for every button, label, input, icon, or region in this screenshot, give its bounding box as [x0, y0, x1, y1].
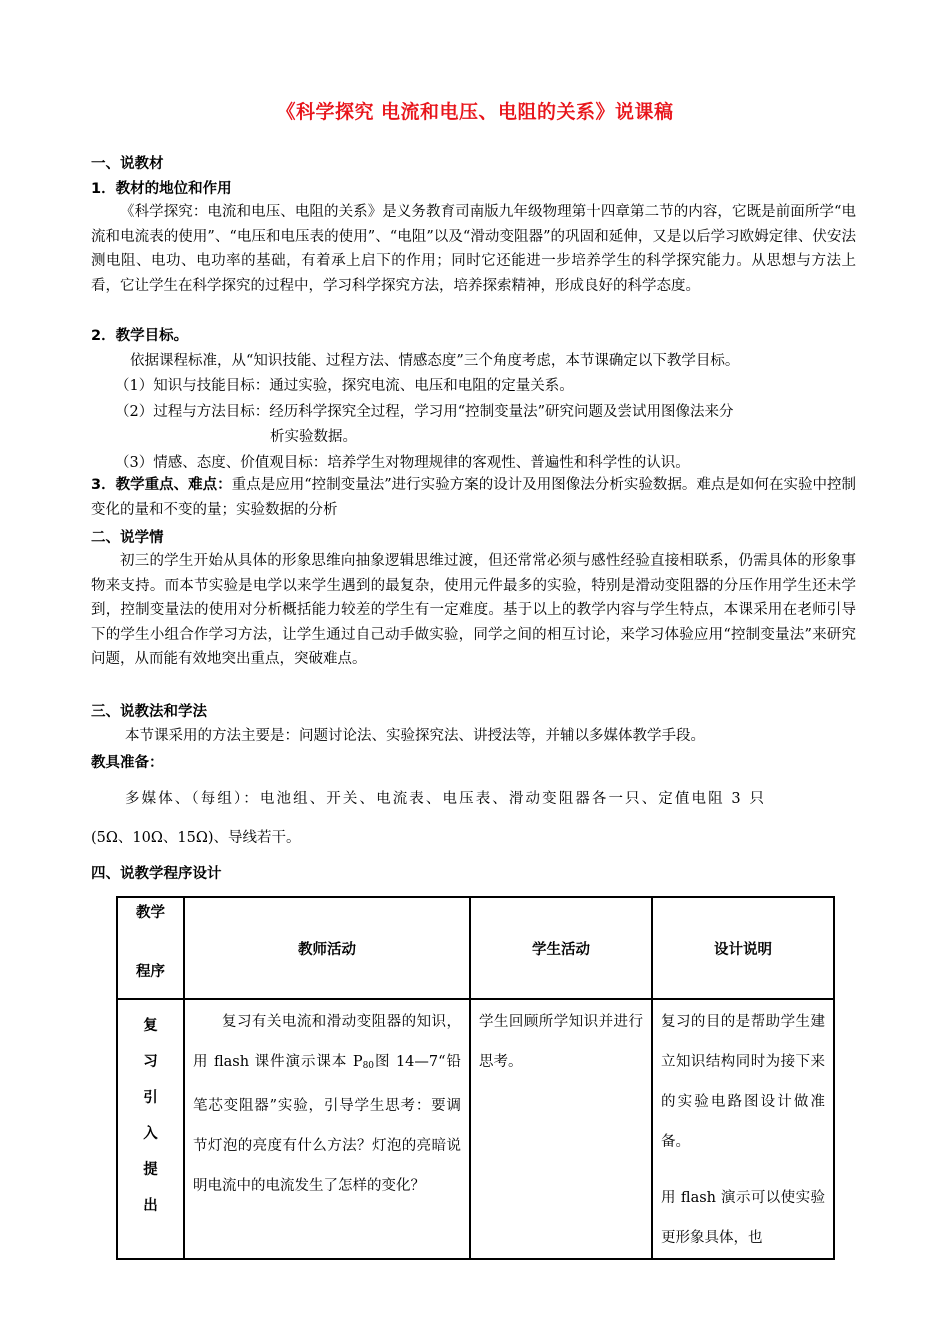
equipment-line-2: (5Ω、10Ω、15Ω)、导线若干。: [91, 830, 301, 846]
section-1-heading: 一、说教材: [91, 156, 164, 172]
header-teacher: [184, 897, 470, 999]
goal-2-line-1: （2）过程与方法目标：经历科学探究全过程，学习用“控制变量法”研究问题及尝试用图像法来分: [115, 404, 734, 420]
section-1-1-paragraph: 《科学探究：电流和电压、电阻的关系》是义务教育司南版九年级物理第十四章第二节的内容，它既是前面所学“电流和电流表的使用”、“电压和电压表的使用”、“电阻”以及“滑动变阻器”的巩固和延伸，又是以后学习欧姆定律、伏安法测电阻、电功、电功率的基础，有着承上启下的作用；同时它还能进一步培养学生的科学探究能力。从思想与方法上看，它让学生在科学探究的过程中，学习科学探究方法，培养探索精神，形成良好的科学态度。: [91, 204, 856, 294]
table-header-row: [117, 897, 834, 999]
header-student: [470, 897, 652, 999]
design-notes-cell: [652, 999, 834, 1259]
equipment-line-1: 多媒体、（每组）：电池组、开关、电流表、电压表、滑动变阻器各一只、定值电阻 3 只: [125, 791, 767, 807]
page-number-subscript: 80: [362, 1061, 375, 1071]
stage-char: 引: [143, 1090, 158, 1106]
stage-char: 提: [143, 1162, 158, 1178]
table-row: [117, 999, 834, 1259]
equipment-heading: 教具准备：: [91, 755, 164, 771]
stage-char: 入: [143, 1126, 158, 1142]
header-stage-bottom: 程序: [136, 964, 165, 980]
header-stage: [117, 897, 184, 999]
goal-1: （1）知识与技能目标：通过实验，探究电流、电压和电阻的定量关系。: [115, 378, 574, 394]
stage-char: 复: [143, 1018, 158, 1034]
teacher-activity-cell: [184, 999, 470, 1259]
header-stage-top: 教学: [136, 905, 165, 921]
teacher-activity-text-1: 复习有关电流和滑动变阻器的知识，用 flash 课件演示课本 P: [193, 1014, 461, 1070]
design-notes-text-2: 用 flash 演示可以使实验更形象具体，也: [661, 1190, 825, 1246]
section-3-heading: 三、说教法和学法: [91, 704, 207, 720]
teaching-procedure-table: [116, 896, 835, 1260]
goal-3: （3）情感、态度、价值观目标：培养学生对物理规律的客观性、普遍性和科学性的认识。: [115, 455, 690, 471]
header-design-label: 设计说明: [714, 941, 772, 958]
stage-char: 习: [143, 1054, 158, 1070]
document-title: 《科学探究 电流和电压、电阻的关系》说课稿: [276, 101, 674, 123]
teacher-activity-text-2: 图 14—7“铅笔芯变阻器”实验，引导学生思考：要调节灯泡的亮度有什么方法？灯泡的亮暗说明电流中的电流发生了怎样的变化？: [193, 1054, 461, 1194]
header-student-label: 学生活动: [532, 941, 590, 958]
section-1-2-heading: 2．教学目标。: [91, 328, 189, 344]
section-1-3-paragraph: [91, 473, 856, 522]
section-3-paragraph: 本节课采用的方法主要是：问题讨论法、实验探究法、讲授法等，并辅以多媒体教学手段。: [125, 728, 705, 744]
section-4-heading: 四、说教学程序设计: [91, 866, 222, 882]
student-activity-cell: [470, 999, 652, 1259]
student-activity-text: 学生回顾所学知识并进行思考。: [479, 1014, 643, 1070]
header-design: [652, 897, 834, 999]
section-1-1-heading: 1．教材的地位和作用: [91, 181, 232, 197]
design-notes-text-1: 复习的目的是帮助学生建立知识结构同时为接下来的实验电路图设计做准备。: [661, 1014, 825, 1150]
section-1-3-heading: 3．教学重点、难点：: [91, 477, 232, 493]
stage-char: 出: [143, 1198, 158, 1214]
section-2-paragraph: 初三的学生开始从具体的形象思维向抽象逻辑思维过渡，但还常常必须与感性经验直接相联系，仍需具体的形象事物来支持。而本节实验是电学以来学生遇到的最复杂，使用元件最多的实验，特别是滑动变阻器的分压作用学生还未学到，控制变量法的使用对分析概括能力较差的学生有一定难度。基于以上的教学内容与学生特点，本课采用在老师引导下的学生小组合作学习方法，让学生通过自己动手做实验，同学之间的相互讨论，来学习体验应用“控制变量法”来研究问题，从而能有效地突出重点，突破难点。: [91, 553, 856, 667]
header-teacher-label: 教师活动: [298, 941, 356, 958]
goals-intro: 依据课程标准，从“知识技能、过程方法、情感态度”三个角度考虑，本节课确定以下教学目标。: [130, 353, 740, 369]
stage-cell: [117, 999, 184, 1259]
section-2-heading: 二、说学情: [91, 530, 164, 546]
goal-2-line-2: 析实验数据。: [270, 429, 357, 445]
section-1-3-text: 重点是应用“控制变量法”进行实验方案的设计及用图像法分析实验数据。难点是如何在实验中控制变化的量和不变的量；实验数据的分析: [91, 477, 856, 518]
